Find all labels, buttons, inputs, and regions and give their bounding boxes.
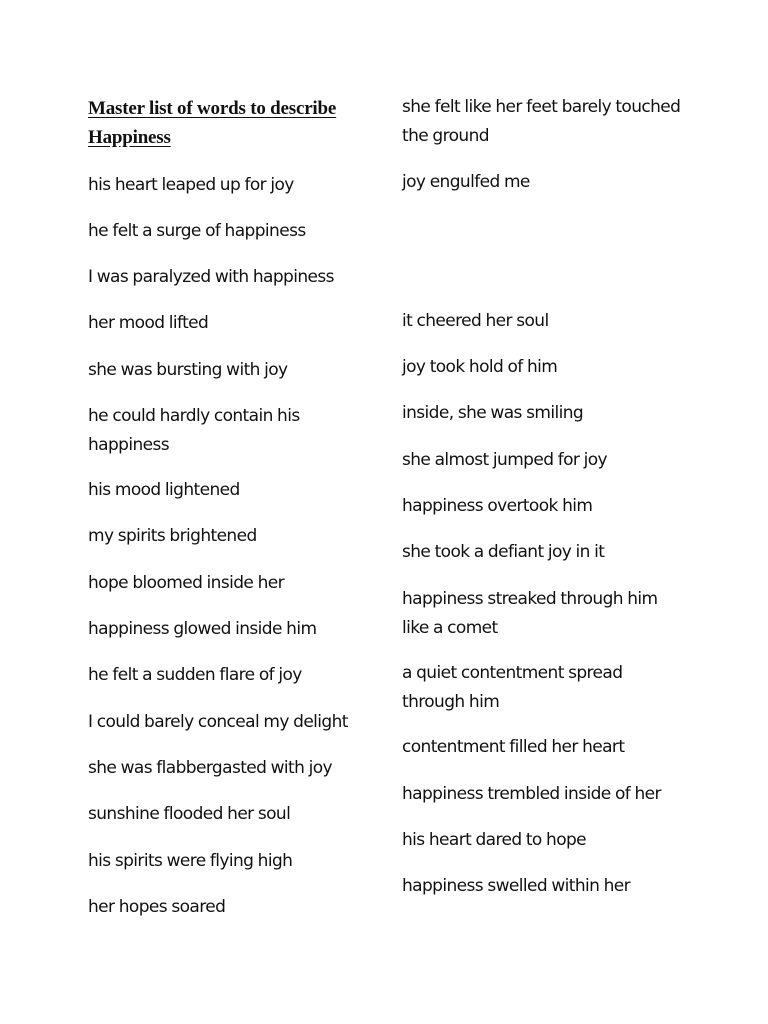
phrase-right-11: contentment filled her heart: [402, 737, 625, 757]
phrase-left-7: his mood lightened: [88, 480, 240, 500]
phrase-left-2: he felt a surge of happiness: [88, 221, 306, 241]
phrase-right-12: happiness trembled inside of her: [402, 784, 661, 804]
phrase-right-10: a quiet contentment spread through him: [402, 663, 623, 712]
phrase-right-4: joy took hold of him: [402, 357, 558, 377]
phrase-left-11: he felt a sudden flare of joy: [88, 665, 302, 685]
phrase-right-3: it cheered her soul: [402, 311, 549, 331]
phrase-left-1: his heart leaped up for joy: [88, 175, 294, 195]
phrase-right-1: she felt like her feet barely touched the ground: [402, 97, 681, 146]
phrase-left-14: sunshine flooded her soul: [88, 804, 291, 824]
phrase-right-13: his heart dared to hope: [402, 830, 587, 850]
phrase-right-9: happiness streaked through him like a comet: [402, 589, 658, 638]
phrase-right-7: happiness overtook him: [402, 496, 593, 516]
document-title: Master list of words to describe Happiness: [88, 98, 337, 148]
phrase-left-12: I could barely conceal my delight: [88, 712, 348, 732]
phrase-right-6: she almost jumped for joy: [402, 450, 607, 470]
phrase-left-4: her mood lifted: [88, 313, 209, 333]
phrase-left-9: hope bloomed inside her: [88, 573, 285, 593]
phrase-right-8: she took a defiant joy in it: [402, 542, 605, 562]
phrase-left-3: I was paralyzed with happiness: [88, 267, 334, 287]
phrase-left-8: my spirits brightened: [88, 526, 257, 546]
phrase-left-13: she was flabbergasted with joy: [88, 758, 332, 778]
phrase-right-14: happiness swelled within her: [402, 876, 631, 896]
phrase-left-16: her hopes soared: [88, 897, 226, 917]
phrase-left-10: happiness glowed inside him: [88, 619, 317, 639]
phrase-left-6: he could hardly contain his happiness: [88, 406, 300, 455]
phrase-right-5: inside, she was smiling: [402, 403, 584, 423]
phrase-left-15: his spirits were flying high: [88, 851, 293, 871]
phrase-right-2: joy engulfed me: [402, 172, 530, 192]
phrase-left-5: she was bursting with joy: [88, 360, 288, 380]
